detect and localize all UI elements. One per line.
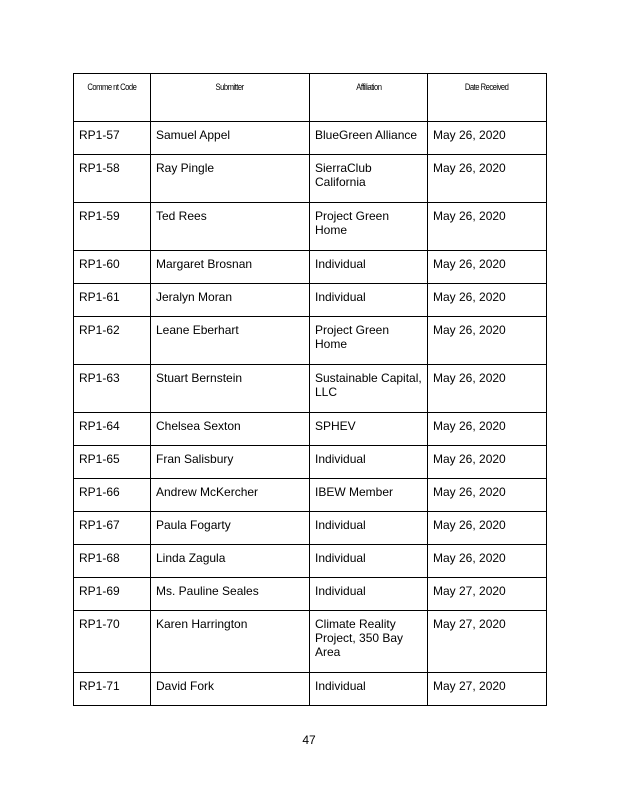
cell-submitter: Jeralyn Moran: [151, 284, 310, 317]
cell-affiliation: Individual: [310, 673, 428, 706]
cell-date: May 26, 2020: [428, 512, 547, 545]
cell-code: RP1-62: [74, 317, 151, 365]
cell-affiliation: Individual: [310, 284, 428, 317]
cell-affiliation: Project Green Home: [310, 203, 428, 251]
cell-code: RP1-64: [74, 413, 151, 446]
comments-table: [73, 73, 547, 706]
cell-date: May 26, 2020: [428, 545, 547, 578]
cell-date: May 26, 2020: [428, 317, 547, 365]
cell-date: May 26, 2020: [428, 446, 547, 479]
cell-affiliation: Individual: [310, 446, 428, 479]
cell-date: May 26, 2020: [428, 413, 547, 446]
table-row: [74, 203, 547, 251]
cell-affiliation: Individual: [310, 578, 428, 611]
cell-date: May 27, 2020: [428, 673, 547, 706]
cell-code: RP1-61: [74, 284, 151, 317]
table-row: [74, 413, 547, 446]
cell-code: RP1-58: [74, 155, 151, 203]
header-affiliation: Affiliation: [310, 74, 428, 122]
table-row: [74, 578, 547, 611]
cell-code: RP1-65: [74, 446, 151, 479]
cell-submitter: David Fork: [151, 673, 310, 706]
table-row: [74, 673, 547, 706]
table-row: [74, 122, 547, 155]
table-row: [74, 317, 547, 365]
cell-code: RP1-66: [74, 479, 151, 512]
cell-submitter: Andrew McKercher: [151, 479, 310, 512]
cell-date: May 26, 2020: [428, 479, 547, 512]
cell-submitter: Linda Zagula: [151, 545, 310, 578]
cell-code: RP1-70: [74, 611, 151, 673]
cell-submitter: Margaret Brosnan: [151, 251, 310, 284]
cell-submitter: Fran Salisbury: [151, 446, 310, 479]
table-row: [74, 545, 547, 578]
cell-date: May 26, 2020: [428, 122, 547, 155]
cell-submitter: Ms. Pauline Seales: [151, 578, 310, 611]
cell-code: RP1-68: [74, 545, 151, 578]
table-row: [74, 284, 547, 317]
cell-submitter: Ted Rees: [151, 203, 310, 251]
cell-code: RP1-67: [74, 512, 151, 545]
table-header-row: [74, 74, 547, 122]
header-date-received: Date Received: [428, 74, 547, 122]
cell-date: May 26, 2020: [428, 155, 547, 203]
cell-code: RP1-60: [74, 251, 151, 284]
table-row: [74, 365, 547, 413]
cell-code: RP1-71: [74, 673, 151, 706]
table-row: [74, 479, 547, 512]
table-row: [74, 512, 547, 545]
cell-code: RP1-59: [74, 203, 151, 251]
header-submitter: Submitter: [151, 74, 310, 122]
cell-submitter: Paula Fogarty: [151, 512, 310, 545]
cell-affiliation: Individual: [310, 251, 428, 284]
cell-date: May 27, 2020: [428, 578, 547, 611]
page-number: 47: [302, 733, 316, 747]
table-row: [74, 155, 547, 203]
cell-affiliation: SierraClub California: [310, 155, 428, 203]
table-row: [74, 611, 547, 673]
cell-affiliation: Project Green Home: [310, 317, 428, 365]
cell-date: May 26, 2020: [428, 284, 547, 317]
cell-code: RP1-57: [74, 122, 151, 155]
cell-submitter: Leane Eberhart: [151, 317, 310, 365]
cell-date: May 26, 2020: [428, 203, 547, 251]
cell-submitter: Samuel Appel: [151, 122, 310, 155]
cell-submitter: Ray Pingle: [151, 155, 310, 203]
header-comment-code: Comme nt Code: [74, 74, 151, 122]
cell-date: May 26, 2020: [428, 365, 547, 413]
cell-affiliation: Individual: [310, 512, 428, 545]
cell-affiliation: Sustainable Capital, LLC: [310, 365, 428, 413]
cell-affiliation: Climate Reality Project, 350 Bay Area: [310, 611, 428, 673]
table-row: [74, 446, 547, 479]
cell-affiliation: BlueGreen Alliance: [310, 122, 428, 155]
cell-date: May 27, 2020: [428, 611, 547, 673]
cell-code: RP1-63: [74, 365, 151, 413]
table-row: [74, 251, 547, 284]
cell-affiliation: Individual: [310, 545, 428, 578]
cell-submitter: Karen Harrington: [151, 611, 310, 673]
cell-date: May 26, 2020: [428, 251, 547, 284]
cell-affiliation: SPHEV: [310, 413, 428, 446]
cell-submitter: Chelsea Sexton: [151, 413, 310, 446]
cell-submitter: Stuart Bernstein: [151, 365, 310, 413]
cell-affiliation: IBEW Member: [310, 479, 428, 512]
cell-code: RP1-69: [74, 578, 151, 611]
